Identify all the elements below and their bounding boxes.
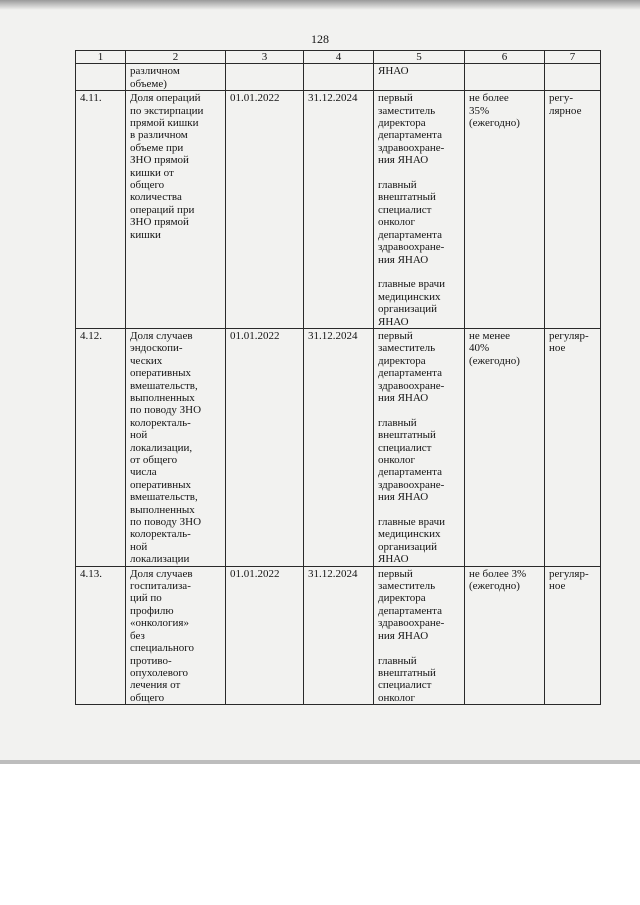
indicator-cell: Доля случаев госпитализа- ций по профилю «онкология» без специального противо- опухолевого лечения от общего <box>126 566 226 704</box>
column-header: 5 <box>374 51 465 64</box>
periodicity-cell: регу- лярное <box>545 91 601 329</box>
indicator-cell: Доля операций по экстирпации прямой кишки в различном объеме при ЗНО прямой кишки от общего количества операций при ЗНО прямой кишки <box>126 91 226 329</box>
responsible-cell: первый заместитель директора департамента здравоохране- ния ЯНАО главный внештатный специалист онколог департамента здравоохране- ния ЯНАО главные врачи медицинских организаций ЯНАО <box>374 328 465 566</box>
target-value-cell <box>465 64 545 91</box>
end-date-cell: 31.12.2024 <box>304 566 374 704</box>
indicators-table <box>75 50 601 705</box>
indicator-cell: Доля случаев эндоскопи- ческих оперативных вмешательств, выполненных по поводу ЗНО колоректаль- ной локализации, от общего числа оперативных вмешательств, выполненных по поводу ЗНО колоректаль- ной локализации <box>126 328 226 566</box>
start-date-cell: 01.01.2022 <box>226 328 304 566</box>
target-value-cell: не менее 40% (ежегодно) <box>465 328 545 566</box>
column-header: 2 <box>126 51 226 64</box>
end-date-cell <box>304 64 374 91</box>
column-number-header-row <box>76 51 601 64</box>
table-row-4-11 <box>76 91 601 329</box>
target-value-cell: не более 3% (ежегодно) <box>465 566 545 704</box>
column-header: 3 <box>226 51 304 64</box>
page-number: 128 <box>311 32 329 46</box>
periodicity-cell: регуляр- ное <box>545 566 601 704</box>
column-header: 7 <box>545 51 601 64</box>
responsible-cell: первый заместитель директора департамента здравоохране- ния ЯНАО главный внештатный специалист онколог департамента здравоохране- ния ЯНАО главные врачи медицинских организаций ЯНАО <box>374 91 465 329</box>
responsible-cell: первый заместитель директора департамента здравоохране- ния ЯНАО главный внештатный специалист онколог <box>374 566 465 704</box>
row-number-cell: 4.11. <box>76 91 126 329</box>
table-row-4-12 <box>76 328 601 566</box>
table-row-continuation <box>76 64 601 91</box>
responsible-cell: ЯНАО <box>374 64 465 91</box>
row-number-cell: 4.13. <box>76 566 126 704</box>
start-date-cell <box>226 64 304 91</box>
end-date-cell: 31.12.2024 <box>304 328 374 566</box>
end-date-cell: 31.12.2024 <box>304 91 374 329</box>
indicator-cell: различном объеме) <box>126 64 226 91</box>
column-header: 6 <box>465 51 545 64</box>
row-number-cell <box>76 64 126 91</box>
start-date-cell: 01.01.2022 <box>226 91 304 329</box>
scan-bottom-edge <box>0 760 640 764</box>
start-date-cell: 01.01.2022 <box>226 566 304 704</box>
periodicity-cell <box>545 64 601 91</box>
periodicity-cell: регуляр- ное <box>545 328 601 566</box>
column-header: 4 <box>304 51 374 64</box>
row-number-cell: 4.12. <box>76 328 126 566</box>
target-value-cell: не более 35% (ежегодно) <box>465 91 545 329</box>
table-row-4-13 <box>76 566 601 704</box>
column-header: 1 <box>76 51 126 64</box>
scan-top-shadow <box>0 0 640 10</box>
